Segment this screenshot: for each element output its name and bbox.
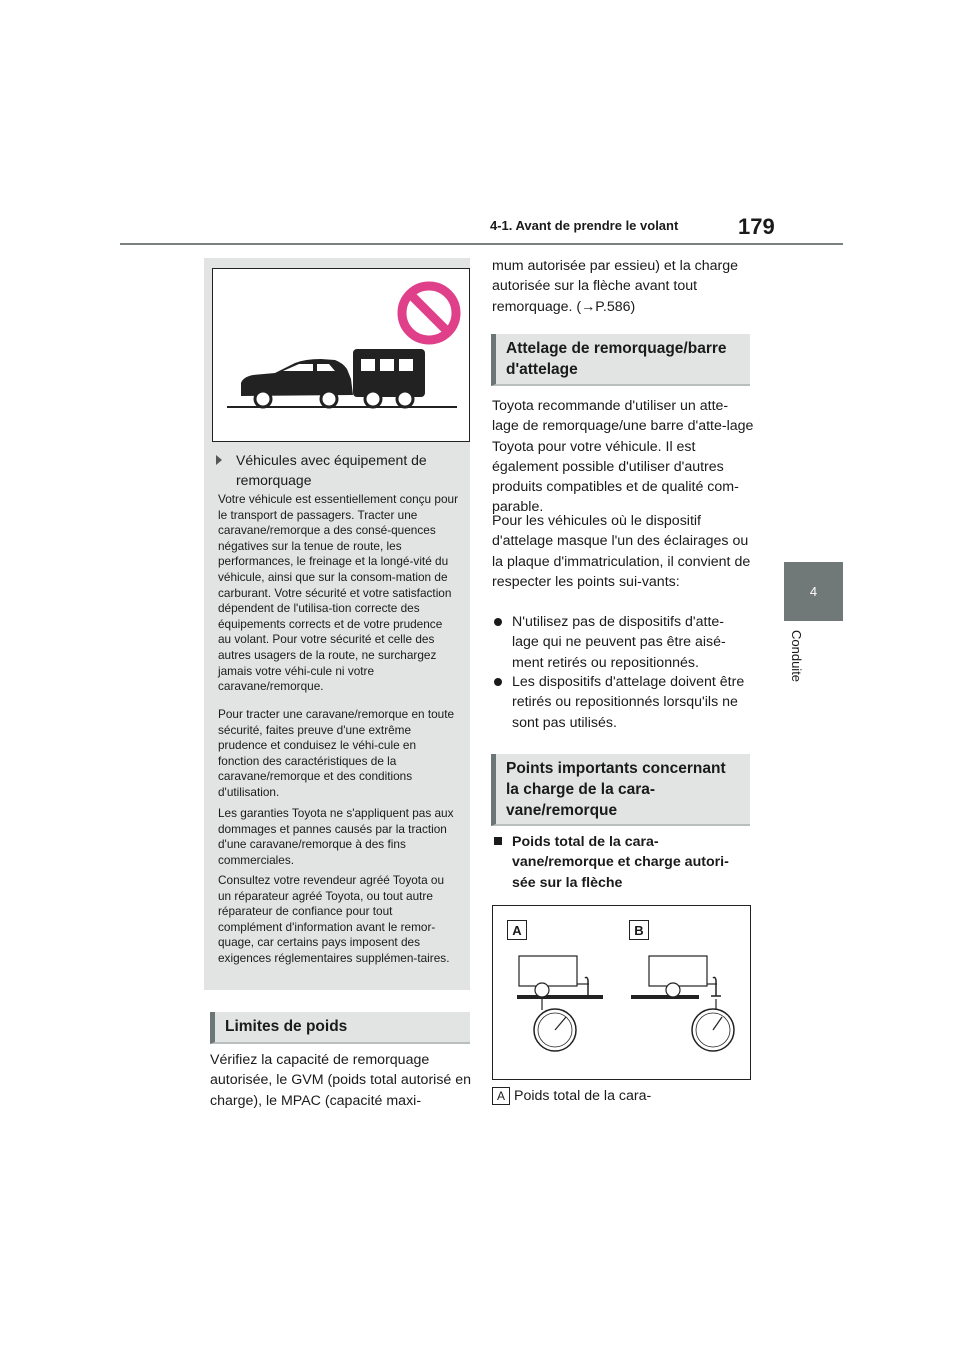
warning-paragraph: Votre véhicule est essentiellement conçu pour le transport de passagers. Tracter une caravane/remorque a des consé-quences négatives sur la tenue de route, les performances, le freinage et la longé-vité du véhicule, ainsi que sur la consom-mation de carburant. Votre sécurité et votre satisfaction dépendent de l'utilisa-tion correcte des équipements corrects et de votre prudence au volant. Pour votre sécurité et celle des autres usagers de la route, ne surchargez jamais votre véhi-cule ni votre caravane/remorque. (218, 492, 459, 694)
warning-paragraph: Consultez votre revendeur agréé Toyota ou un réparateur agréé Toyota, ou tout autre réparateur de confiance pour tout complément d'information avant le remor-quage, car certains pays imposent des exigences réglementaires supplémen-taires. (218, 873, 450, 965)
bullet-dot-icon (494, 618, 502, 626)
hitch-paragraph-1: Toyota recommande d'utiliser un atte-lage de remorquage/une barre d'atte-lage Toyota pour votre véhicule. Il est également possible d'utiliser d'autres produits compatibles et de qualité com-parable. (492, 398, 754, 516)
caption-text: Poids total de la cara- (514, 1088, 652, 1104)
section-title-hitch: Attelage de remorquage/barre d'attelage (491, 334, 750, 386)
bullet-dot-icon (494, 678, 502, 686)
diagram-label-a: A (507, 920, 527, 940)
load-diagram (492, 905, 751, 1080)
page-number: 179 (738, 214, 775, 239)
list-item: N'utilisez pas de dispositifs d'atte-lage qui ne peuvent pas être aisé-ment retirés ou repositionnés. (494, 612, 750, 673)
section-title-weight-limits: Limites de poids (210, 1012, 470, 1044)
scale-diagram-icon (493, 906, 750, 1079)
chapter-tab: 4 (784, 562, 843, 621)
section-title-load: Points importants concernant la charge de la cara-vane/remorque (491, 754, 750, 826)
header-rule (120, 243, 843, 245)
diagram-label-b: B (629, 920, 649, 940)
warning-heading: Véhicules avec équipement de remorquage (216, 450, 460, 490)
warning-paragraph: Pour tracter une caravane/remorque en toute sécurité, faites preuve d'une extrême prudence et conduisez le véhi-cule en fonction des caractéristiques de la caravane/remorque et des conditions d'utilisation. (218, 707, 455, 799)
warning-paragraph: Les garanties Toyota ne s'appliquent pas aux dommages et pannes causés par la traction d'une caravane/remorque à des fins commerciales. (218, 806, 454, 867)
diagram-caption (492, 1086, 651, 1106)
square-bullet-icon (494, 837, 502, 845)
chapter-label-text: Conduite (789, 630, 804, 683)
no-towing-illustration (212, 268, 470, 442)
triangle-bullet-icon (216, 455, 222, 465)
continuation-text: mum autorisée par essieu) et la charge autorisée sur la flèche avant tout remorquage. (→P.586) (492, 258, 739, 315)
hitch-paragraph-2: Pour les véhicules où le dispositif d'attelage masque l'un des éclairages ou la plaque d'immatriculation, il convient de respecter les points sui-vants: (492, 513, 751, 590)
car-trailer-prohibited-icon (213, 269, 469, 441)
caption-label-a: A (492, 1087, 510, 1105)
weight-limits-body: Vérifiez la capacité de remorquage autorisée, le GVM (poids total autorisé en charge), le MPAC (capacité maxi- (210, 1052, 472, 1109)
subheading-load: Poids total de la cara-vane/remorque et charge autori-sée sur la flèche (494, 832, 744, 893)
running-header: 4-1. Avant de prendre le volant (490, 218, 679, 233)
list-item: Les dispositifs d'attelage doivent être retirés ou repositionnés lorsqu'ils ne sont pas utilisés. (494, 672, 750, 733)
chapter-label (790, 630, 806, 690)
